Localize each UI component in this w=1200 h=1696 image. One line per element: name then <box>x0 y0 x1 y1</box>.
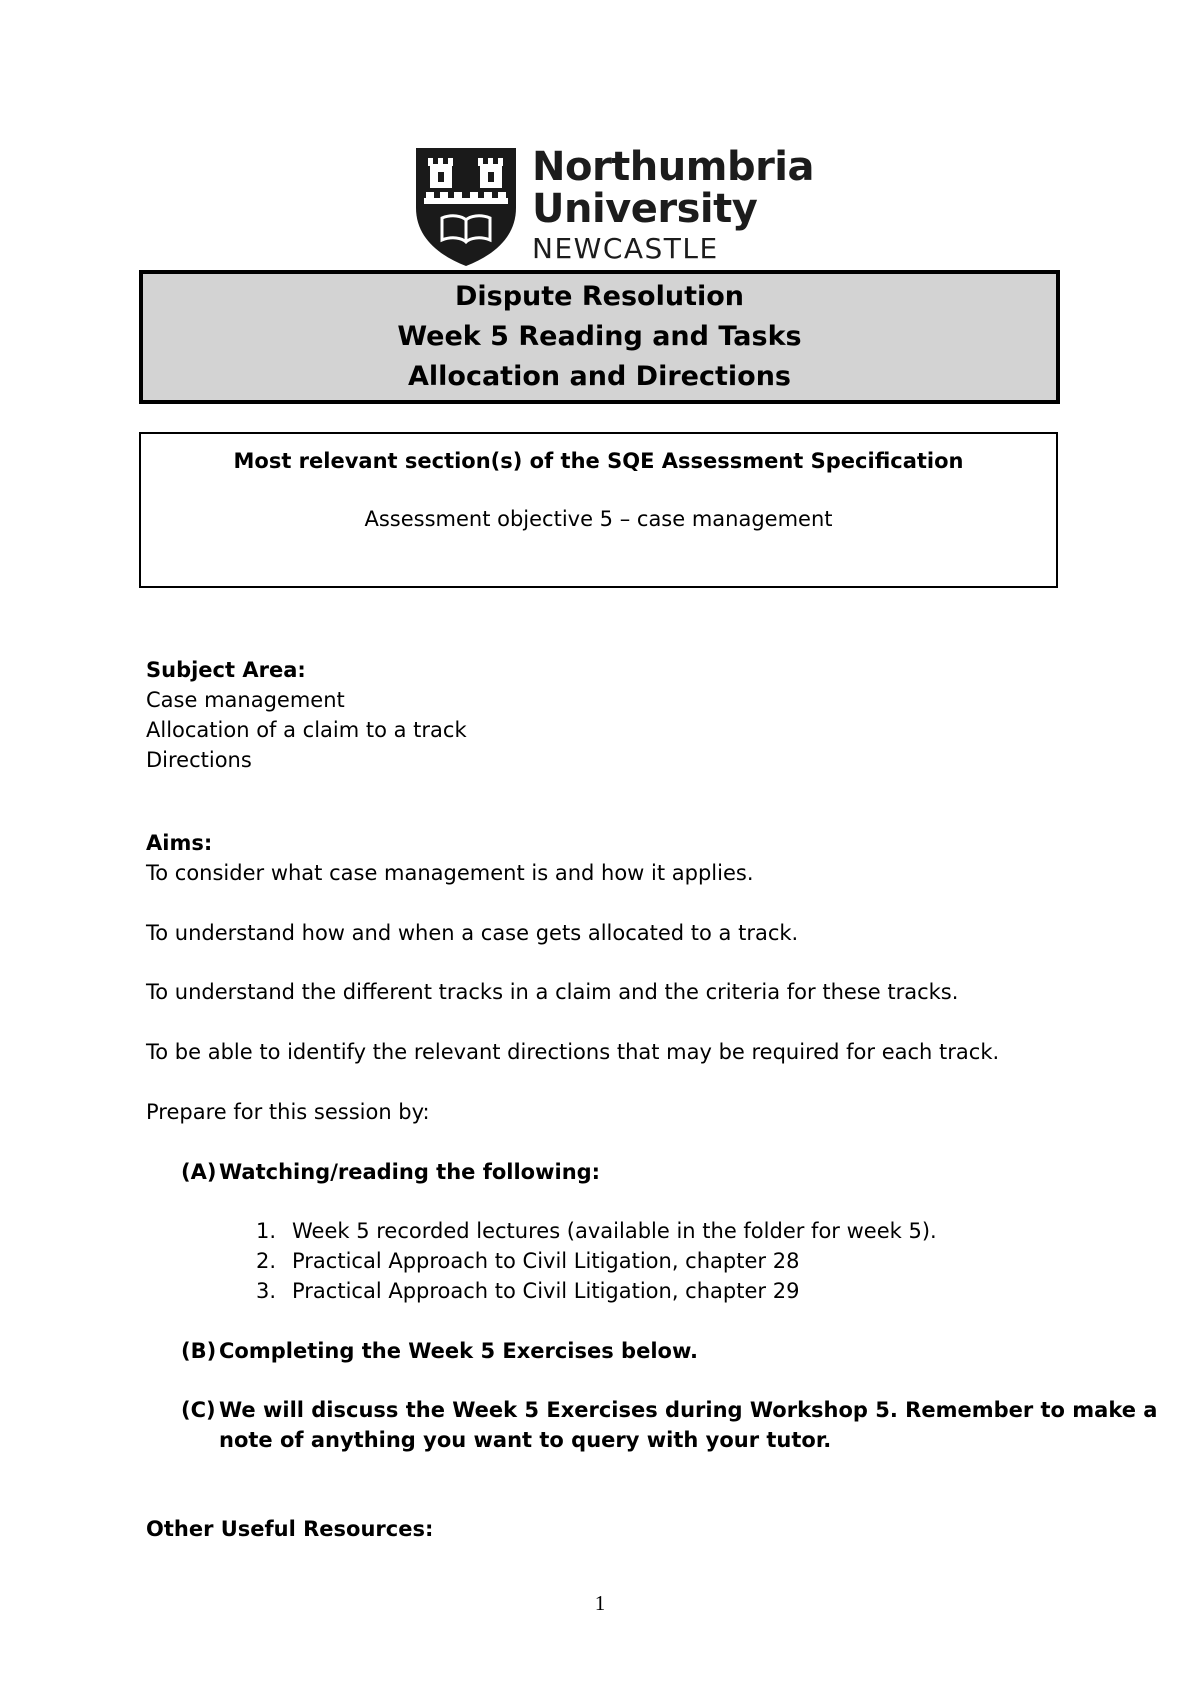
title-course: Dispute Resolution <box>454 281 745 312</box>
aim-item: To be able to identify the relevant directions that may be required for each track. <box>146 1040 1000 1064</box>
item-c-text-line2: note of anything you want to query with your tutor. <box>219 1428 832 1452</box>
item-a-letter: (A) <box>181 1160 217 1184</box>
title-week: Week 5 Reading and Tasks <box>397 321 802 352</box>
item-c-text-line1: We will discuss the Week 5 Exercises during Workshop 5. Remember to make a <box>219 1398 1158 1422</box>
page-number: 1 <box>594 1591 606 1615</box>
subject-area-item: Allocation of a claim to a track <box>146 718 467 742</box>
item-b-letter: (B) <box>181 1339 217 1363</box>
reading-list-item: Practical Approach to Civil Litigation, chapter 28 <box>292 1249 800 1273</box>
aim-item: To understand how and when a case gets allocated to a track. <box>146 921 799 945</box>
logo-line-university: University <box>532 186 758 232</box>
prepare-intro: Prepare for this session by: <box>146 1100 430 1124</box>
university-logo <box>414 144 814 270</box>
sqe-objective: Assessment objective 5 – case management <box>364 507 833 531</box>
subject-area-item: Case management <box>146 688 345 712</box>
reading-list-item: Practical Approach to Civil Litigation, chapter 29 <box>292 1279 800 1303</box>
subject-area-heading: Subject Area: <box>146 658 306 682</box>
title-box <box>139 270 1060 404</box>
logo-line-newcastle: NEWCASTLE <box>532 232 719 265</box>
item-b-text: Completing the Week 5 Exercises below. <box>219 1339 698 1363</box>
aims-heading: Aims: <box>146 831 213 855</box>
aim-item: To understand the different tracks in a claim and the criteria for these tracks. <box>146 980 959 1004</box>
aim-item: To consider what case management is and how it applies. <box>146 861 754 885</box>
reading-list-number: 1. <box>256 1219 277 1243</box>
logo-line-northumbria: Northumbria <box>532 144 814 190</box>
subject-area-item: Directions <box>146 748 252 772</box>
sqe-specification-box <box>139 432 1058 588</box>
item-c-letter: (C) <box>181 1398 216 1422</box>
crest-icon <box>414 146 518 268</box>
item-a-text: Watching/reading the following: <box>219 1160 601 1184</box>
reading-list-number: 3. <box>256 1279 277 1303</box>
other-resources-heading: Other Useful Resources: <box>146 1517 434 1541</box>
sqe-heading: Most relevant section(s) of the SQE Assessment Specification <box>233 449 964 473</box>
logo-wordmark <box>532 146 814 266</box>
title-topic: Allocation and Directions <box>408 361 791 392</box>
reading-list-item: Week 5 recorded lectures (available in the folder for week 5). <box>292 1219 937 1243</box>
reading-list-number: 2. <box>256 1249 277 1273</box>
